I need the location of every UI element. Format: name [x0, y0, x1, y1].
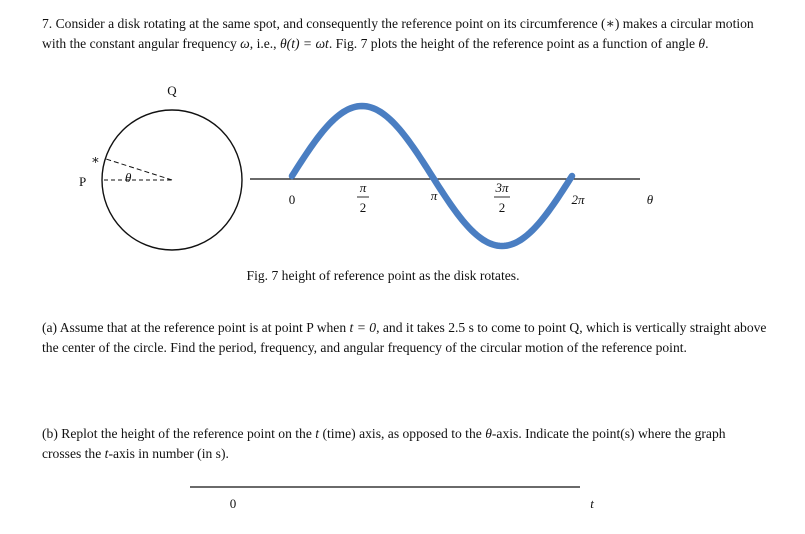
label-p: P [79, 174, 87, 189]
part-a-question [42, 318, 767, 358]
radius-dashed-line [106, 159, 172, 180]
tick-three-pi-half-denominator: 2 [498, 200, 506, 215]
star-symbol: ∗ [605, 16, 615, 31]
tick-pi-half-denominator: 2 [359, 200, 367, 215]
part-b-question [42, 424, 767, 464]
t-axis-label: t [590, 496, 594, 511]
tick-pi-half-numerator: π [359, 180, 367, 195]
part-b-text-1: (b) Replot the height of the reference point on the [42, 426, 316, 441]
label-star: ∗ [91, 152, 100, 167]
theta-symbol: θ [698, 36, 706, 51]
t-axis-zero: 0 [229, 496, 237, 511]
part-a-text-2: , and it takes 2.5 s to come to point Q, which is vertically straight above the center of the circle. Find the period, frequency, and angular frequency of the circular motion of the reference point. [42, 320, 767, 355]
theta-equation: θ(t) = ωt [279, 36, 329, 51]
label-q: Q [167, 83, 177, 98]
intro-text-3: , i.e., [249, 36, 280, 51]
theta-axis-label: θ [646, 192, 654, 207]
intro-text-4: . Fig. 7 plots the height of the reference point as a function of angle [328, 36, 699, 51]
part-b-theta-symbol: θ [485, 426, 492, 441]
part-a-equation: t = 0 [349, 320, 377, 335]
part-b-text-2: (time) axis, as opposed to the [319, 426, 486, 441]
part-b-text-4: -axis in number (in s). [108, 446, 229, 461]
tick-pi: π [430, 188, 438, 203]
tick-zero: 0 [288, 192, 296, 207]
part-a-text-1: (a) Assume that at the reference point is at point P when [42, 320, 350, 335]
label-theta-arc: θ [125, 170, 132, 185]
omega-symbol: ω [240, 36, 250, 51]
part-b-t-symbol-2: t [104, 446, 109, 461]
figure-caption: Fig. 7 height of reference point as the disk rotates. [246, 268, 520, 283]
intro-text-1: 7. Consider a disk rotating at the same spot, and consequently the reference point on its circumference ( [42, 16, 606, 31]
tick-three-pi-half-numerator: 3π [495, 180, 509, 195]
intro-text-2: ) makes a circular motion with the constant angular frequency [42, 16, 754, 51]
part-b-t-symbol-1: t [315, 426, 320, 441]
sine-wave [292, 106, 572, 246]
part-b-text-3: -axis. Indicate the point(s) where the graph crosses the [42, 426, 726, 461]
intro-text-5: . [705, 36, 709, 51]
tick-two-pi: 2π [571, 192, 585, 207]
